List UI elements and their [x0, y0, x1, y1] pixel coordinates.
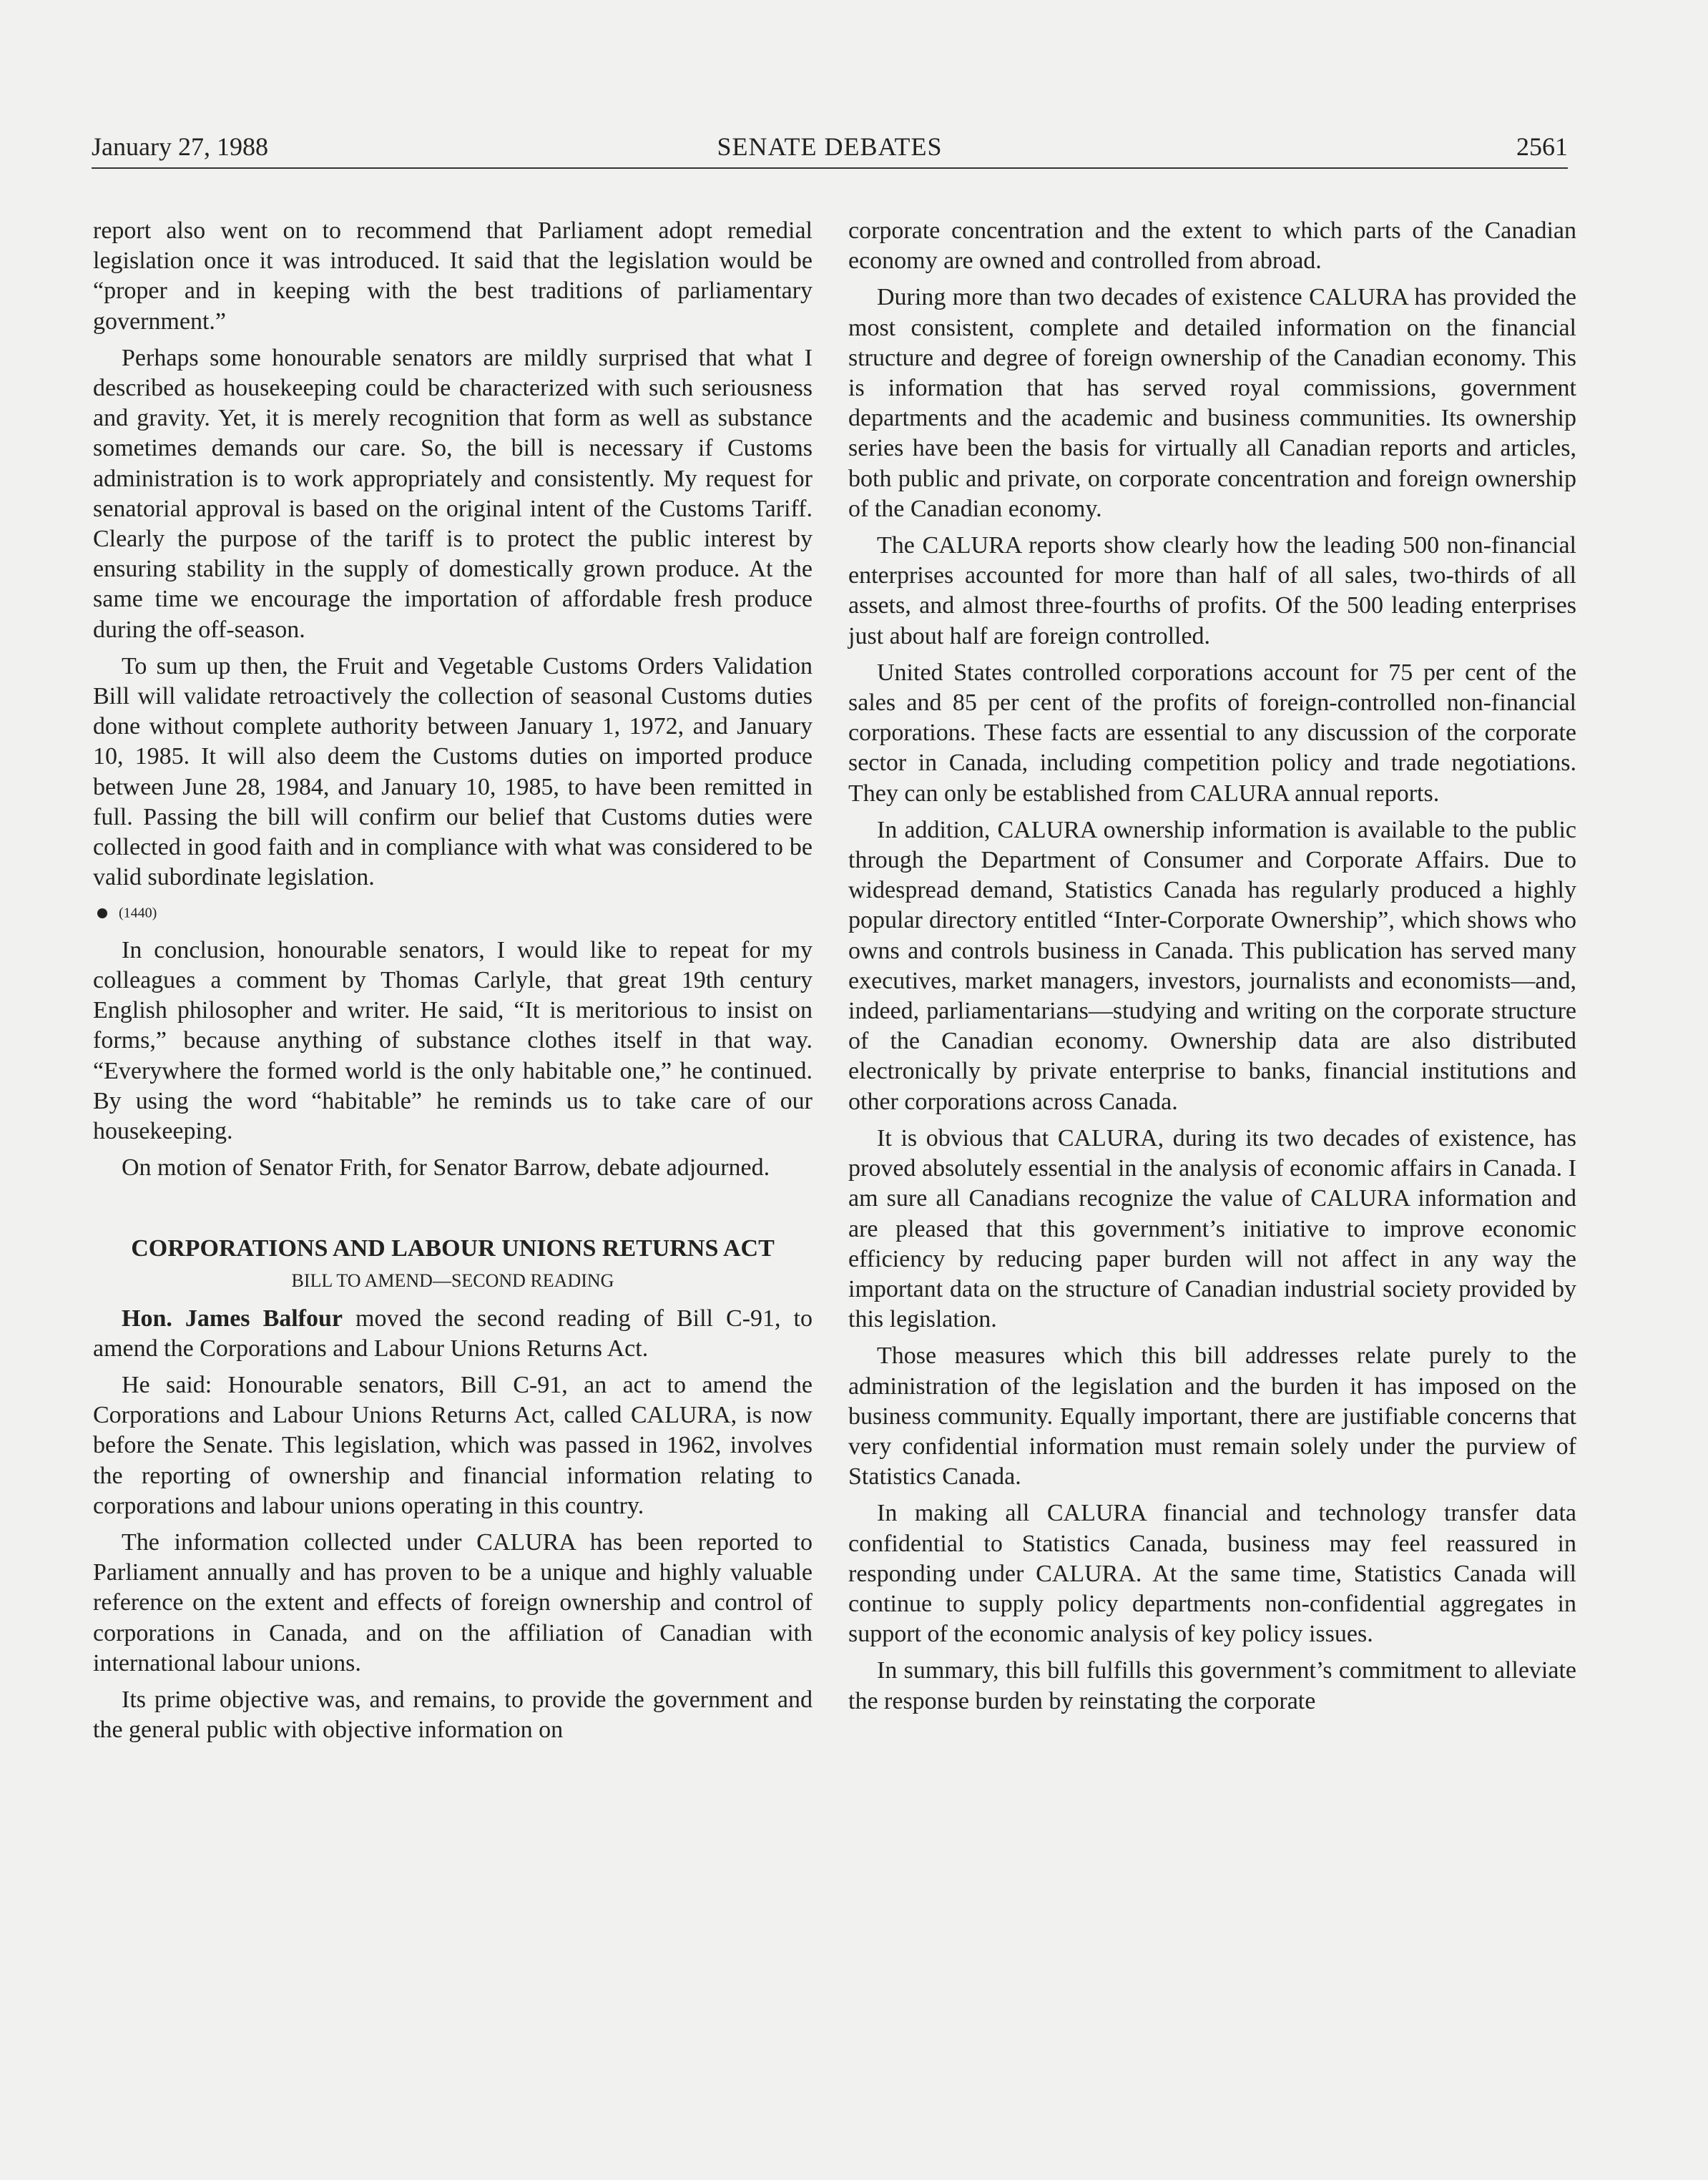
- right-column: [848, 216, 1576, 1723]
- paragraph: In addition, CALURA ownership information is available to the public through the Department of Consumer and Corporate Affairs. Due to widespread demand, Statistics Canada has regularly produced a highly popular directory entitled “Inter-Corporate Ownership”, which shows who owns and controls business in Canada. This publication has served many executives, market managers, investors, journalists and economists—and, indeed, parliamentarians—studying and writing on the corporate structure of the Canadian economy. Ownership data are also distributed electronically by private enterprise to banks, financial institutions and other corporations across Canada.: [848, 816, 1576, 1115]
- paragraph: In summary, this bill fulfills this government’s commitment to alleviate the response burden by reinstating the corporate: [848, 1657, 1576, 1714]
- paragraph: Perhaps some honourable senators are mildly surprised that what I described as housekeeping could be characterized with such seriousness and gravity. Yet, it is merely recognition that form as well as substance sometimes demands our care. So, the bill is necessary if Customs administration is to work appropriately and consistently. My request for senatorial approval is based on the original intent of the Customs Tariff. Clearly the purpose of the tariff is to protect the public interest by ensuring stability in the supply of domestically grown produce. At the same time we encourage the importation of affordable fresh produce during the off-season.: [93, 344, 813, 643]
- running-header: [92, 127, 1568, 169]
- paragraph: It is obvious that CALURA, during its two decades of existence, has proved absolutely essential in the analysis of economic affairs in Canada. I am sure all Canadians recognize the value of CALURA information and are pleased that this government’s initiative to improve economic efficiency by reducing paper burden will not affect in any way the important data on the structure of Canadian industrial society provided by this legislation.: [848, 1124, 1576, 1333]
- paragraph: In making all CALURA financial and technology transfer data confidential to Statistics Canada, business may feel reassured in responding under CALURA. At the same time, Statistics Canada will continue to supply policy departments non-confidential aggregates in support of the economic analysis of key policy issues.: [848, 1500, 1576, 1648]
- paragraph: [93, 1304, 813, 1364]
- paragraph: To sum up then, the Fruit and Vegetable Customs Orders Validation Bill will validate retroactively the collection of seasonal Customs duties done without complete authority between January 1, 1972, and January 10, 1985. It will also deem the Customs duties on imported produce between June 28, 1984, and January 10, 1985, to have been remitted in full. Passing the bill will confirm our belief that Customs duties were collected in good faith and in compliance with what was considered to be valid subordinate legislation.: [93, 652, 813, 891]
- paragraph: He said: Honourable senators, Bill C-91, an act to amend the Corporations and Labour Unions Returns Act, called CALURA, is now before the Senate. This legislation, which was passed in 1962, involves the reporting of ownership and financial information relating to corporations and labour unions operating in this country.: [93, 1371, 813, 1519]
- time-marker: [97, 901, 813, 923]
- paragraph: During more than two decades of existence CALURA has provided the most consistent, complete and detailed information on the financial structure and degree of foreign ownership of the Canadian economy. This is information that has served royal commissions, government departments and the academic and business communities. Its ownership series have been the basis for virtually all Canadian reports and articles, both public and private, on corporate concentration and foreign ownership of the Canadian economy.: [848, 284, 1576, 522]
- time-marker-text: (1440): [119, 905, 157, 921]
- speaker-name: Hon. James Balfour: [122, 1305, 343, 1332]
- section-subtitle: BILL TO AMEND—SECOND READING: [291, 1270, 614, 1291]
- paragraph: United States controlled corporations account for 75 per cent of the sales and 85 per cent of the profits of foreign-controlled non-financial corporations. These facts are essential to any discussion of the corporate sector in Canada, including competition policy and trade negotiations. They can only be established from CALURA annual reports.: [848, 659, 1576, 807]
- header-date: January 27, 1988: [92, 132, 268, 161]
- left-column: [93, 216, 813, 1752]
- header-title: SENATE DEBATES: [717, 132, 943, 161]
- paragraph: corporate concentration and the extent to which parts of the Canadian economy are owned and controlled from abroad.: [848, 217, 1576, 275]
- bullet-icon: [97, 908, 107, 918]
- section-title: CORPORATIONS AND LABOUR UNIONS RETURNS ACT: [131, 1234, 775, 1262]
- paragraph: The information collected under CALURA has been reported to Parliament annually and has proven to be a unique and highly valuable reference on the extent and effects of foreign ownership and control of corporations in Canada, and on the affiliation of Canadian with international labour unions.: [93, 1528, 813, 1676]
- paragraph: report also went on to recommend that Parliament adopt remedial legislation once it was introduced. It said that the legislation would be “proper and in keeping with the best traditions of parliamentary government.”: [93, 217, 813, 335]
- paragraph: On motion of Senator Frith, for Senator Barrow, debate adjourned.: [122, 1154, 770, 1182]
- paragraph: Those measures which this bill addresses relate purely to the administration of the legislation and the burden it has imposed on the business community. Equally important, there are justifiable concerns that very confidential information must remain solely under the purview of Statistics Canada.: [848, 1342, 1576, 1491]
- header-page-number: 2561: [1516, 132, 1568, 161]
- speaker-text: moved the second reading of Bill C-91, to amend the Corporations and Labour Unions Returns Act.: [93, 1305, 813, 1362]
- paragraph: The CALURA reports show clearly how the leading 500 non-financial enterprises accounted for more than half of all sales, two-thirds of all assets, and almost three-fourths of profits. Of the 500 leading enterprises just about half are foreign controlled.: [848, 532, 1576, 649]
- paragraph: Its prime objective was, and remains, to provide the government and the general public with objective information on: [93, 1686, 813, 1744]
- paragraph: In conclusion, honourable senators, I would like to repeat for my colleagues a comment by Thomas Carlyle, that great 19th century English philosopher and writer. He said, “It is meritorious to insist on forms,” because anything of substance clothes itself in that way. “Everywhere the formed world is the only habitable one,” he continued. By using the word “habitable” he reminds us to take care of our housekeeping.: [93, 936, 813, 1145]
